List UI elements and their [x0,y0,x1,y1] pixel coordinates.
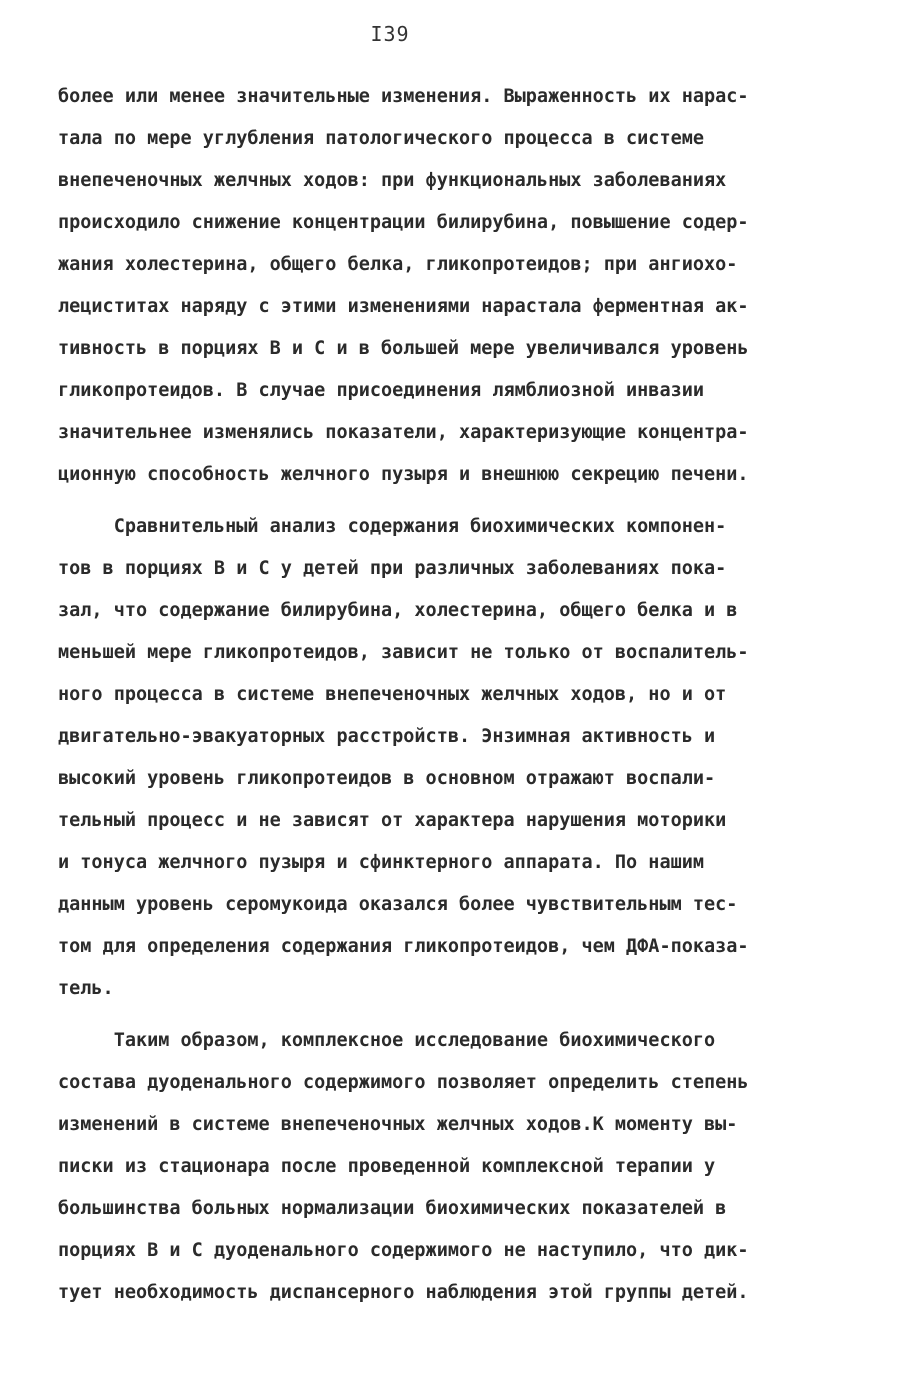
text-line: лециститах наряду с этими изменениями нарастала ферментная ак- [58,296,749,317]
text-line: значительнее изменялись показатели, характеризующие концентра- [58,422,749,443]
text-line: тельный процесс и не зависят от характера нарушения моторики [58,810,727,831]
text-line: и тонуса желчного пузыря и сфинктерного аппарата. По нашим [58,852,705,873]
text-line: том для определения содержания гликопротеидов, чем ДФА-показа- [58,936,749,957]
paragraph-2 [58,506,858,1010]
text-line: порциях В и С дуоденального содержимого не наступило, что дик- [58,1240,749,1261]
text-line: тивность в порциях В и С и в большей мере увеличивался уровень [58,338,749,359]
text-line: ционную способность желчного пузыря и внешнюю секрецию печени. [58,464,749,485]
text-line: состава дуоденального содержимого позволяет определить степень [58,1072,749,1093]
text-line: зал, что содержание билирубина, холестерина, общего белка и в [58,600,738,621]
text-line: тала по мере углубления патологического процесса в системе [58,128,705,149]
text-line: писки из стационара после проведенной комплексной терапии у [58,1156,716,1177]
text-line: высокий уровень гликопротеидов в основном отражают воспали- [58,768,716,789]
text-line: более или менее значительные изменения. Выраженность их нарас- [58,86,749,107]
text-line: жания холестерина, общего белка, гликопротеидов; при ангиохо- [58,254,738,275]
paragraph-gap [58,496,858,506]
page-number: I39 [370,22,410,46]
text-line: происходило снижение концентрации билирубина, повышение содер- [58,212,749,233]
text-line: внепеченочных желчных ходов: при функциональных заболеваниях [58,170,727,191]
text-line: Сравнительный анализ содержания биохимических компонен- [58,516,727,537]
text-line: тует необходимость диспансерного наблюдения этой группы детей. [58,1282,749,1303]
text-line: данным уровень серомукоида оказался более чувствительным тес- [58,894,738,915]
body-text [58,76,858,1314]
paragraph-1 [58,76,858,496]
text-line: двигательно-эвакуаторных расстройств. Энзимная активность и [58,726,716,747]
text-line: изменений в системе внепеченочных желчных ходов.К моменту вы- [58,1114,738,1135]
text-line: тель. [58,978,114,999]
text-line: меньшей мере гликопротеидов, зависит не только от воспалитель- [58,642,749,663]
paragraph-gap [58,1010,858,1020]
text-line: тов в порциях В и С у детей при различных заболеваниях пока- [58,558,727,579]
paragraph-3 [58,1020,858,1314]
text-line: большинства больных нормализации биохимических показателей в [58,1198,727,1219]
text-line: ного процесса в системе внепеченочных желчных ходов, но и от [58,684,727,705]
text-line: Таким образом, комплексное исследование биохимического [58,1030,716,1051]
text-line: гликопротеидов. В случае присоединения лямблиозной инвазии [58,380,705,401]
